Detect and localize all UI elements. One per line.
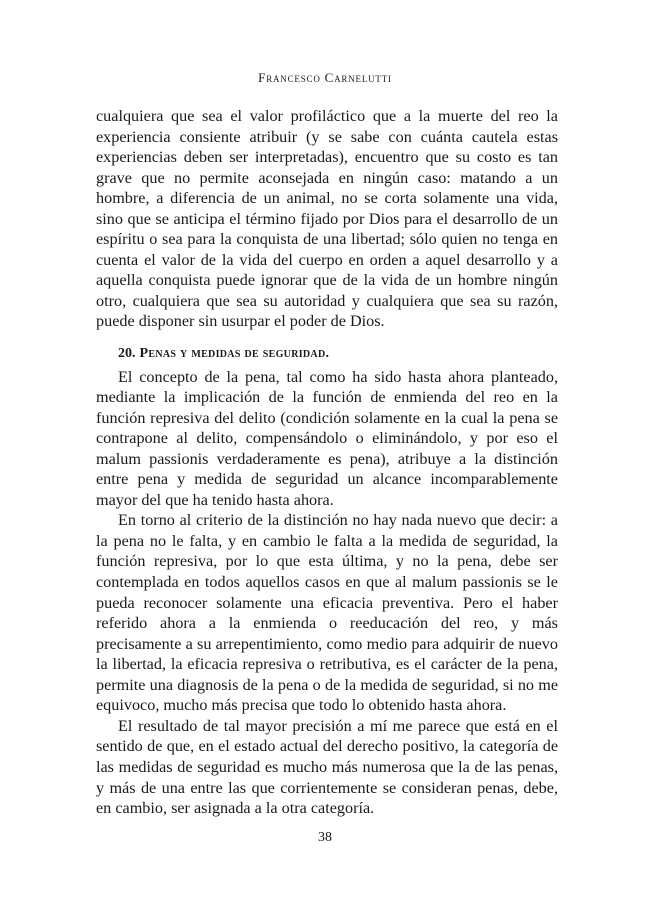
page-number: 38 (318, 830, 332, 845)
running-title: Francesco Carnelutti (258, 70, 392, 85)
paragraph: El concepto de la pena, tal como ha sido hasta ahora planteado, mediante la implicación de la función de enmienda del reo en la función represiva del delito (condición solamente en la cual la pena se contrapone al delito, compensándolo o eliminándolo, y por eso el malum passionis verdaderamente es pena), atribuye a la distinción entre pena y medida de seguridad un alcance incomparablemente mayor del que ha tenido hasta ahora. (96, 367, 558, 509)
page-body (96, 106, 558, 819)
running-header (0, 70, 650, 86)
paragraph-continued: cualquiera que sea el valor profiláctico que a la muerte del reo la experiencia consiente atribuir (y se sabe con cuánta cautela estas experiencias deben ser interpretadas), encuentro que su costo es tan grave que no permite aconsejada en ningún caso: matando a un hombre, a diferencia de un animal, no se corta solamente una vida, sino que se anticipa el término fijado por Dios para el desarrollo de un espíritu o sea para la conquista de una libertad; sólo quien no tenga en cuenta el valor de la vida del cuerpo en orden a aquel desarrollo y a aquella conquista puede ignorar que de la vida de un hombre ningún otro, cualquiera que sea su autoridad y cualquiera que sea su razón, puede disponer sin usurpar el poder de Dios. (96, 107, 558, 331)
section-heading (118, 344, 558, 365)
paragraph: El resultado de tal mayor precisión a mí me parece que está en el sentido de que, en el estado actual del derecho positivo, la categoría de las medidas de seguridad es mucho más numerosa que la de las penas, y más de una entre las que corrientemente se consideran penas, debe, en cambio, ser asignada a la otra categoría. (96, 716, 558, 818)
section-number: 20. (118, 346, 136, 362)
section-title: Penas y medidas de seguridad. (139, 346, 330, 362)
paragraph: En torno al criterio de la distinción no hay nada nuevo que decir: a la pena no le falta, y en cambio le falta a la medida de seguridad, la función represiva, por lo que esta última, y no la pena, debe ser contemplada en todos aquellos casos en que al malum passionis se le pueda reconocer solamente una eficacia preventiva. Pero el haber referido ahora a la enmienda o reeducación del reo, y más precisamente a su arrepentimiento, como medio para adquirir de nuevo la libertad, la eficacia represiva o retributiva, es el carácter de la pena, permite una diagnosis de la pena o de la medida de seguridad, si no me equivoco, mucho más precisa que todo lo obtenido hasta ahora. (96, 511, 558, 715)
